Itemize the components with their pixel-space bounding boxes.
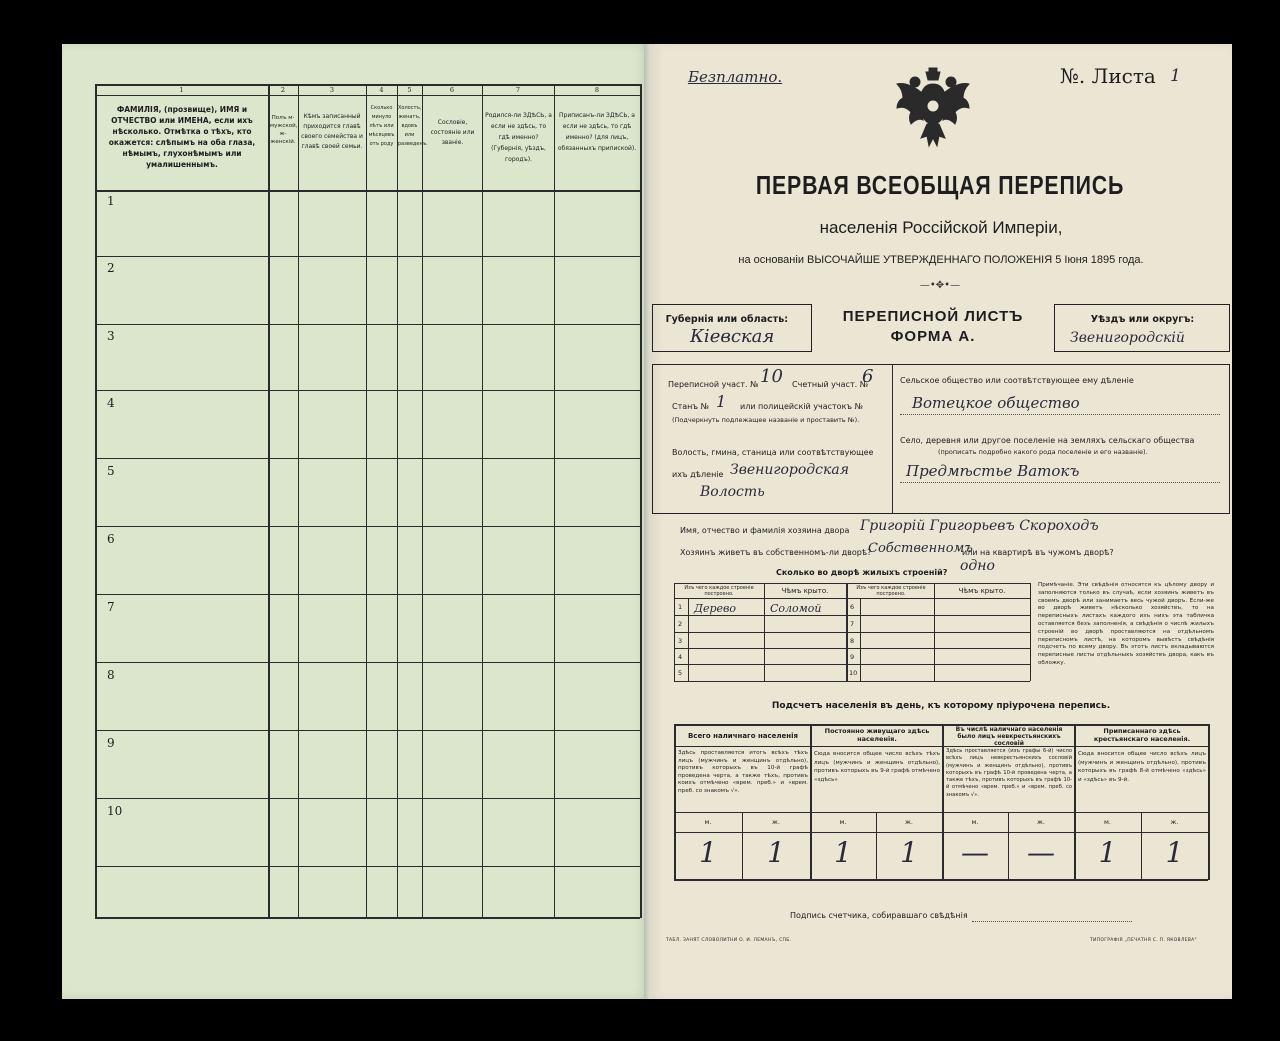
col-number: 8	[594, 86, 600, 94]
sheet-number-label: №. Листа	[1060, 64, 1156, 88]
census-title: ПЕРВАЯ ВСЕОБЩАЯ ПЕРЕПИСЬ	[755, 170, 1125, 200]
roster-table	[95, 84, 640, 919]
imperial-eagle-icon	[893, 62, 973, 154]
col-header-age: Сколько минуло лѣтъ или мѣсяцевъ отъ роду	[368, 105, 395, 147]
row-number: 3	[107, 329, 115, 343]
tally-value: —	[961, 836, 989, 869]
free-label: Безплатно.	[688, 68, 783, 86]
row-number: 8	[107, 668, 115, 682]
row-number: 1	[107, 194, 115, 208]
province-label: Губернія или область:	[665, 314, 788, 325]
build-col-roof: Чѣмъ крыто.	[781, 587, 829, 595]
build-row-number: 3	[678, 637, 683, 645]
build-row-number: 1	[678, 603, 683, 611]
tally-mf: ж.	[1037, 818, 1045, 826]
tally-value: 1	[699, 836, 717, 869]
build-row-number: 4	[678, 653, 683, 661]
build-roof-value: Соломой	[770, 602, 822, 615]
tally-desc: Здѣсь проставляется итогъ всѣхъ тѣхъ лицъ (мужчинъ и женщинъ отдѣльно), противъ которыхъ въ 10-й графѣ проведена черта, а также тѣхъ, противъ коихъ отмѣчено «врем. преб.» и «врем. преб. со знакомъ √».	[678, 750, 808, 794]
row-number: 2	[107, 261, 115, 275]
ornament-divider: —•✥•—	[919, 280, 961, 291]
census-subtitle: населенія Россійской Имперіи,	[819, 218, 1063, 237]
row-number: 6	[107, 532, 115, 546]
volost-value: Звенигородская	[730, 462, 849, 478]
society-label: Сельское общество или соотвѣтствующее ему дѣленіе	[900, 376, 1134, 385]
form-title: ПЕРЕПИСНОЙ ЛИСТЪ	[842, 308, 1024, 325]
col-header-estate: Сословіе, состояніе или званіе.	[430, 119, 475, 146]
village-value: Предмѣстье Ватокъ	[906, 462, 1080, 480]
province-value: Кіевская	[690, 326, 775, 347]
tally-mf: м.	[839, 818, 847, 826]
society-value: Вотецкое общество	[912, 394, 1080, 412]
tally-desc: Сюда вносится общее число всѣхъ тѣхъ лицъ (мужчинъ и женщинъ отдѣльно), противъ которыхъ въ 9-й графѣ отмѣчено «здѣсь»	[814, 751, 940, 783]
sheet-number-value: 1	[1170, 66, 1181, 86]
tally-value: 1	[1165, 836, 1184, 869]
col-header-relation: Кѣмъ записанный приходится главѣ своего семейства и главѣ своей семьи.	[301, 113, 363, 150]
build-row-number: 7	[850, 620, 855, 628]
count-district-label: Счетный участ. №	[792, 380, 869, 389]
col-number: 4	[379, 86, 384, 94]
owner-label: Имя, отчество и фамилія хозяина двора	[680, 526, 850, 535]
tally-value: 1	[1098, 836, 1117, 869]
build-material-value: Дерево	[694, 602, 737, 615]
form-subtitle: ФОРМА А.	[890, 328, 976, 345]
col-header-marital: Холостъ, женатъ, вдовъ или разведенъ.	[398, 105, 428, 147]
footer-left: ТАБЛ. ЗАНЯТ СЛОВОЛИТНИ О. И. ЛЕМАНЪ, СПБ.	[666, 938, 792, 943]
tally-value: 1	[767, 836, 785, 869]
tally-mf: м.	[1104, 818, 1111, 826]
buildings-label: Сколько во дворѣ жилыхъ строеній?	[776, 568, 948, 577]
row-number: 10	[107, 804, 123, 818]
district-label: Уѣздъ или округъ:	[1090, 314, 1195, 325]
volost-label: Волость, гмина, станица или соотвѣтствующее	[672, 448, 874, 457]
build-row-number: 8	[850, 637, 855, 645]
row-number: 9	[107, 736, 115, 750]
row-number: 5	[107, 464, 115, 478]
tally-mf: ж.	[772, 818, 780, 826]
build-col-material-2: Изъ чего каждое строеніе построено.	[856, 585, 926, 597]
village-note: (прописать подробно какого рода поселеніе и его названіе).	[938, 448, 1148, 456]
col-header-registered: Приписанъ-ли ЗДѢСЬ, а если не здѣсь, то гдѣ именно? (для лицъ, обязанныхъ припиской).	[557, 112, 637, 152]
tally-header-nonpeasant: Въ числѣ наличнаго населенія было лицъ невкрестьянскихъ сословій	[955, 726, 1063, 747]
build-row-number: 2	[678, 620, 683, 628]
tally-mf: ж.	[1170, 818, 1179, 826]
tally-mf: м.	[971, 818, 979, 826]
buildings-value: одно	[960, 558, 995, 574]
volost-value-2: Волость	[700, 484, 765, 500]
tally-header-registered: Приписаннаго здѣсь крестьянскаго населенія.	[1093, 727, 1191, 743]
tally-desc: Сюда вносится общее число всѣхъ лицъ (мужчинъ и женщинъ отдѣльно), противъ которыхъ въ графѣ 8-й отмѣчено «здѣсь» и «здѣсь» въ 9-й.	[1078, 751, 1206, 783]
lives-label: Хозяинъ живетъ въ собственномъ-ли дворѣ?	[680, 548, 872, 557]
col-header-sex: Полъ м-мужской, ж-женскій.	[270, 115, 298, 145]
build-row-number: 10	[849, 669, 858, 677]
footer-right: ТИПОГРАФІЯ „ПЕЧАТНЯ С. П. ЯКОВЛЕВА"	[1090, 938, 1197, 943]
build-row-number: 5	[678, 669, 683, 677]
underline-note: (Подчеркнуть подлежащее названіе и проставить №).	[672, 416, 860, 424]
col-header-birthplace: Родился-ли ЗДѢСЬ, а если не здѣсь, то гдѣ именно? (Губернія, уѣздъ, городъ).	[485, 112, 552, 163]
row-number: 4	[107, 396, 115, 410]
census-subtitle-2: на основаніи ВЫСОЧАЙШЕ УТВЕРЖДЕННАГО ПОЛОЖЕНІЯ 5 Іюня 1895 года.	[738, 254, 1144, 266]
buildings-table	[674, 583, 1030, 683]
col-number: 2	[280, 86, 286, 94]
tally-value: 1	[834, 836, 852, 869]
owner-value: Григорій Григорьевъ Скороходъ	[860, 518, 1099, 534]
build-row-number: 6	[850, 603, 855, 611]
tally-header-total: Всего наличнаго населенія	[687, 732, 799, 740]
col-number: 6	[449, 86, 455, 94]
volost-label-2: ихъ дѣленіе	[672, 470, 724, 479]
village-label: Село, деревня или другое поселеніе на земляхъ сельскаго общества	[900, 436, 1195, 445]
tally-desc: Здѣсь проставляется (изъ графы 6-й) число всѣхъ лицъ невкрестьянскихъ сословій (мужчинъ и женщинъ отдѣльно), противъ которыхъ въ графѣ 10-й проведена черта, а также тѣхъ, противъ которыхъ въ графѣ 10-й отмѣчено «врем. преб.» и «врем. преб. со знакомъ √».	[946, 748, 1072, 798]
tally-mf: м.	[704, 818, 712, 826]
stan-label: Станъ №	[672, 402, 709, 411]
census-district-value: 10	[760, 366, 783, 387]
tally-title: Подсчетъ населенія въ день, къ которому пріурочена перепись.	[771, 701, 1111, 711]
note-text: Примѣчаніе. Эти свѣдѣнія относятся къ цѣлому двору и заполняются только въ случаѣ, если хозяинъ живетъ въ своемъ дворѣ или занимаетъ весь чужой дворъ. Если-же во дворѣ живетъ нѣсколько хозяйствъ, то на переписныхъ листахъ каждого изъ нихъ эта табличка оставляется безъ заполненія, а свѣдѣнія о числѣ жилыхъ строеній во дворѣ проставляются на отдѣльномъ переписномъ листѣ, на которомъ вывѣстъ свѣдѣнія подсчетъ по всему двору. Въ этотъ листъ вкладываются переписные листы отдѣльныхъ хозяйствъ двора, какъ въ обложку.	[1038, 582, 1214, 666]
col-header-name: ФАМИЛІЯ, (прозвище), ИМЯ и ОТЧЕСТВО или ИМЕНА, если ихъ нѣсколько. Отмѣтка о тѣхъ, кто окажется: слѣпымъ на оба глаза, нѣмымъ, глухонѣмымъ или умалишеннымъ.	[108, 105, 256, 169]
census-district-label: Переписной участ. №	[668, 380, 759, 389]
tally-header-resident: Постоянно живущаго здѣсь населенія.	[824, 727, 930, 743]
col-number: 1	[179, 86, 184, 94]
tally-value: 1	[900, 836, 918, 869]
lives-label-2: или на квартирѣ въ чужомъ дворѣ?	[962, 548, 1114, 557]
col-number: 5	[407, 86, 412, 94]
build-row-number: 9	[850, 653, 855, 661]
signature-label: Подпись счетчика, собиравшаго свѣдѣнія	[790, 911, 968, 920]
stan-value: 1	[716, 392, 727, 411]
tally-table	[674, 724, 1208, 881]
lives-value: Собственномъ	[868, 541, 973, 556]
count-district-value: 6	[862, 366, 874, 387]
col-number: 3	[329, 86, 335, 94]
row-number: 7	[107, 600, 115, 614]
build-col-roof-2: Чѣмъ крыто.	[958, 587, 1006, 595]
district-value: Звенигородскій	[1070, 330, 1185, 346]
col-number: 7	[515, 86, 521, 94]
build-col-material: Изъ чего каждое строеніе построено.	[684, 585, 754, 597]
tally-value: —	[1027, 836, 1055, 869]
police-label: или полицейскій участокъ №	[740, 402, 863, 411]
tally-mf: ж.	[905, 818, 913, 826]
